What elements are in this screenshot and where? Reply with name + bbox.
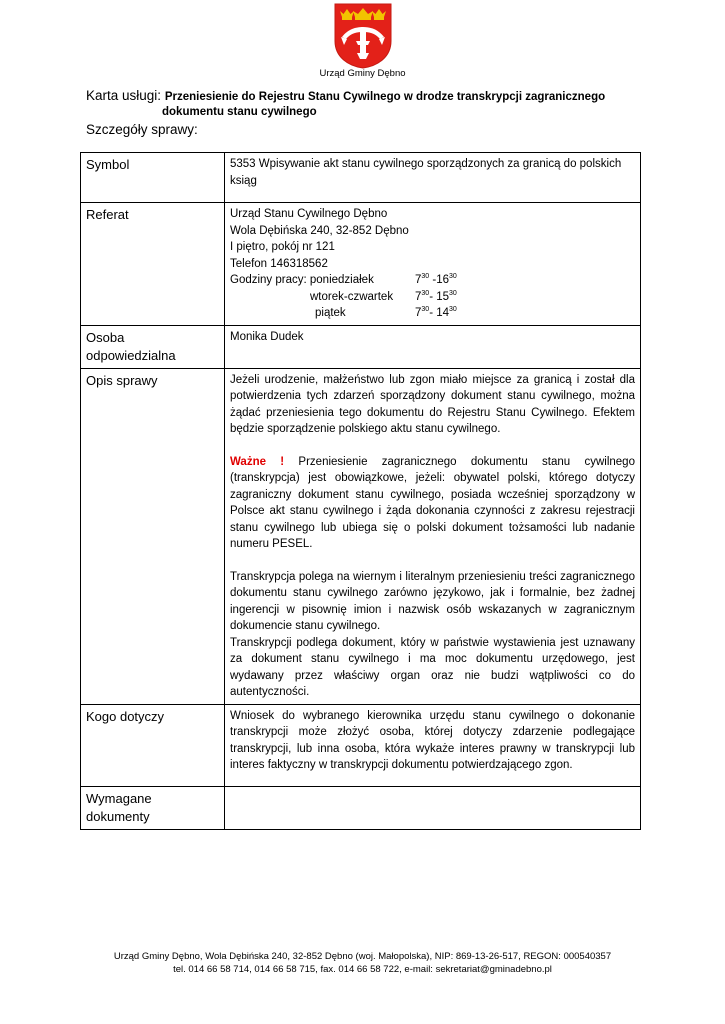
details-label: Szczegóły sprawy:	[86, 122, 198, 137]
kogo-label: Kogo dotyczy	[81, 704, 225, 786]
hours-day-tue-thu: wtorek-czwartek	[310, 290, 394, 303]
footer-line2: tel. 014 66 58 714, 014 66 58 715, fax. 014 66 58 722, e-mail: sekretariat@gminadebno.pl	[173, 964, 552, 975]
row-wymagane	[81, 786, 641, 829]
footer-line1: Urząd Gminy Dębno, Wola Dębińska 240, 32-852 Dębno (woj. Małopolska), NIP: 869-13-26-517, REGON: 000540357	[113, 951, 612, 962]
hours-day-fri: piątek	[315, 307, 346, 319]
hours-prefix: Godziny pracy: poniedziałek	[230, 274, 374, 286]
wymagane-value	[225, 786, 641, 829]
hours-time-tue-thu: $7^{30}-$ $15^{30}$	[415, 289, 457, 303]
opis-label: Opis sprawy	[81, 368, 225, 704]
referat-line1: Urząd Stanu Cywilnego Dębno	[230, 208, 388, 220]
referat-label: Referat	[81, 203, 225, 326]
wymagane-label-line1: Wymagane	[86, 790, 152, 806]
hours-row-mon	[230, 272, 635, 289]
coat-of-arms-icon	[334, 3, 392, 69]
service-table	[80, 152, 641, 830]
opis-paragraph-2: Ważne ! Przeniesienie zagranicznego dokumentu stanu cywilnego (transkrypcja) jest obowiązkowe, jeżeli: obywatel polski, którego dotyczy zagraniczny dokument stanu cywilnego, posiada wcześniej sporządzony w Polsce akt stanu cywilnego i żąda dokonania czynności z zakresu rejestracji stanu cywilnego lub ubiega się o polski dokument tożsamości lub nadanie numeru PESEL.	[230, 455, 635, 550]
wymagane-label	[81, 786, 225, 829]
osoba-label-line1: Osoba	[86, 329, 125, 345]
osoba-value: Monika Dudek	[225, 325, 641, 368]
important-note: Ważne !	[230, 455, 285, 468]
row-osoba	[81, 325, 641, 368]
footer	[0, 950, 725, 976]
opis-paragraph-3: Transkrypcja polega na wiernym i literalnym przeniesieniu treści zagranicznego dokumentu stanu cywilnego zarówno językowo, jak i formalnie, bez żadnej ingerencji w pisownię imion i nazwisk osób wskazanych w zagranicznym dokumencie stanu cywilnego.	[230, 570, 635, 632]
kogo-value: Wniosek do wybranego kierownika urzędu stanu cywilnego o dokonanie transkrypcji może złożyć osoba, której dotyczy zdarzenie podlegające transkrypcji, lub inna osoba, która wykaże interes prawny w transkrypcji lub interes faktyczny w transkrypcji dokumentu potwierdzającego zgon.	[225, 704, 641, 786]
referat-line3: I piętro, pokój nr 121	[230, 241, 335, 253]
osoba-label-line2: odpowiedzialna	[86, 347, 176, 363]
symbol-label: Symbol	[81, 153, 225, 203]
row-referat	[81, 203, 641, 326]
referat-line2: Wola Dębińska 240, 32-852 Dębno	[230, 224, 409, 237]
card-label: Karta usługi:	[86, 88, 162, 103]
row-kogo	[81, 704, 641, 786]
osoba-label	[81, 325, 225, 368]
card-title	[86, 87, 686, 118]
wymagane-label-line2: dokumenty	[86, 808, 150, 824]
opis-paragraph-1: Jeżeli urodzenie, małżeństwo lub zgon miało miejsce za granicą i został dla potwierdzenia tych zdarzeń sporządzony dokument stanu cywilnego, można żądać przeniesienia tego dokumentu do Rejestru Stanu Cywilnego. Efektem będzie sporządzenie polskiego aktu stanu cywilnego.	[230, 373, 635, 435]
opis-paragraph-4: Transkrypcji podlega dokument, który w państwie wystawienia jest uznawany za dokument stanu cywilnego i ma moc dokumentu urzędowego, jest wydawany przez właściwy organ oraz nie budzi wątpliwości co do autentyczności.	[230, 636, 635, 698]
card-title-line2: dokumentu stanu cywilnego	[162, 106, 317, 118]
symbol-value: 5353 Wpisywanie akt stanu cywilnego sporządzonych za granicą do polskich ksiąg	[225, 153, 641, 203]
hours-time-fri: $7^{30}-$ $14^{30}$	[415, 306, 457, 319]
row-opis	[81, 368, 641, 704]
office-name: Urząd Gminy Dębno	[319, 68, 406, 79]
referat-value	[225, 203, 641, 326]
hours-row-tue-thu	[230, 289, 635, 306]
row-symbol	[81, 153, 641, 203]
hours-time-mon: $7^{30}$ $-16^{30}$	[415, 273, 457, 286]
opis-value	[225, 368, 641, 704]
card-title-line1: Przeniesienie do Rejestru Stanu Cywilnego w drodze transkrypcji zagranicznego	[164, 91, 606, 103]
hours-row-fri	[230, 305, 635, 322]
referat-phone: Telefon 146318562	[230, 257, 328, 270]
